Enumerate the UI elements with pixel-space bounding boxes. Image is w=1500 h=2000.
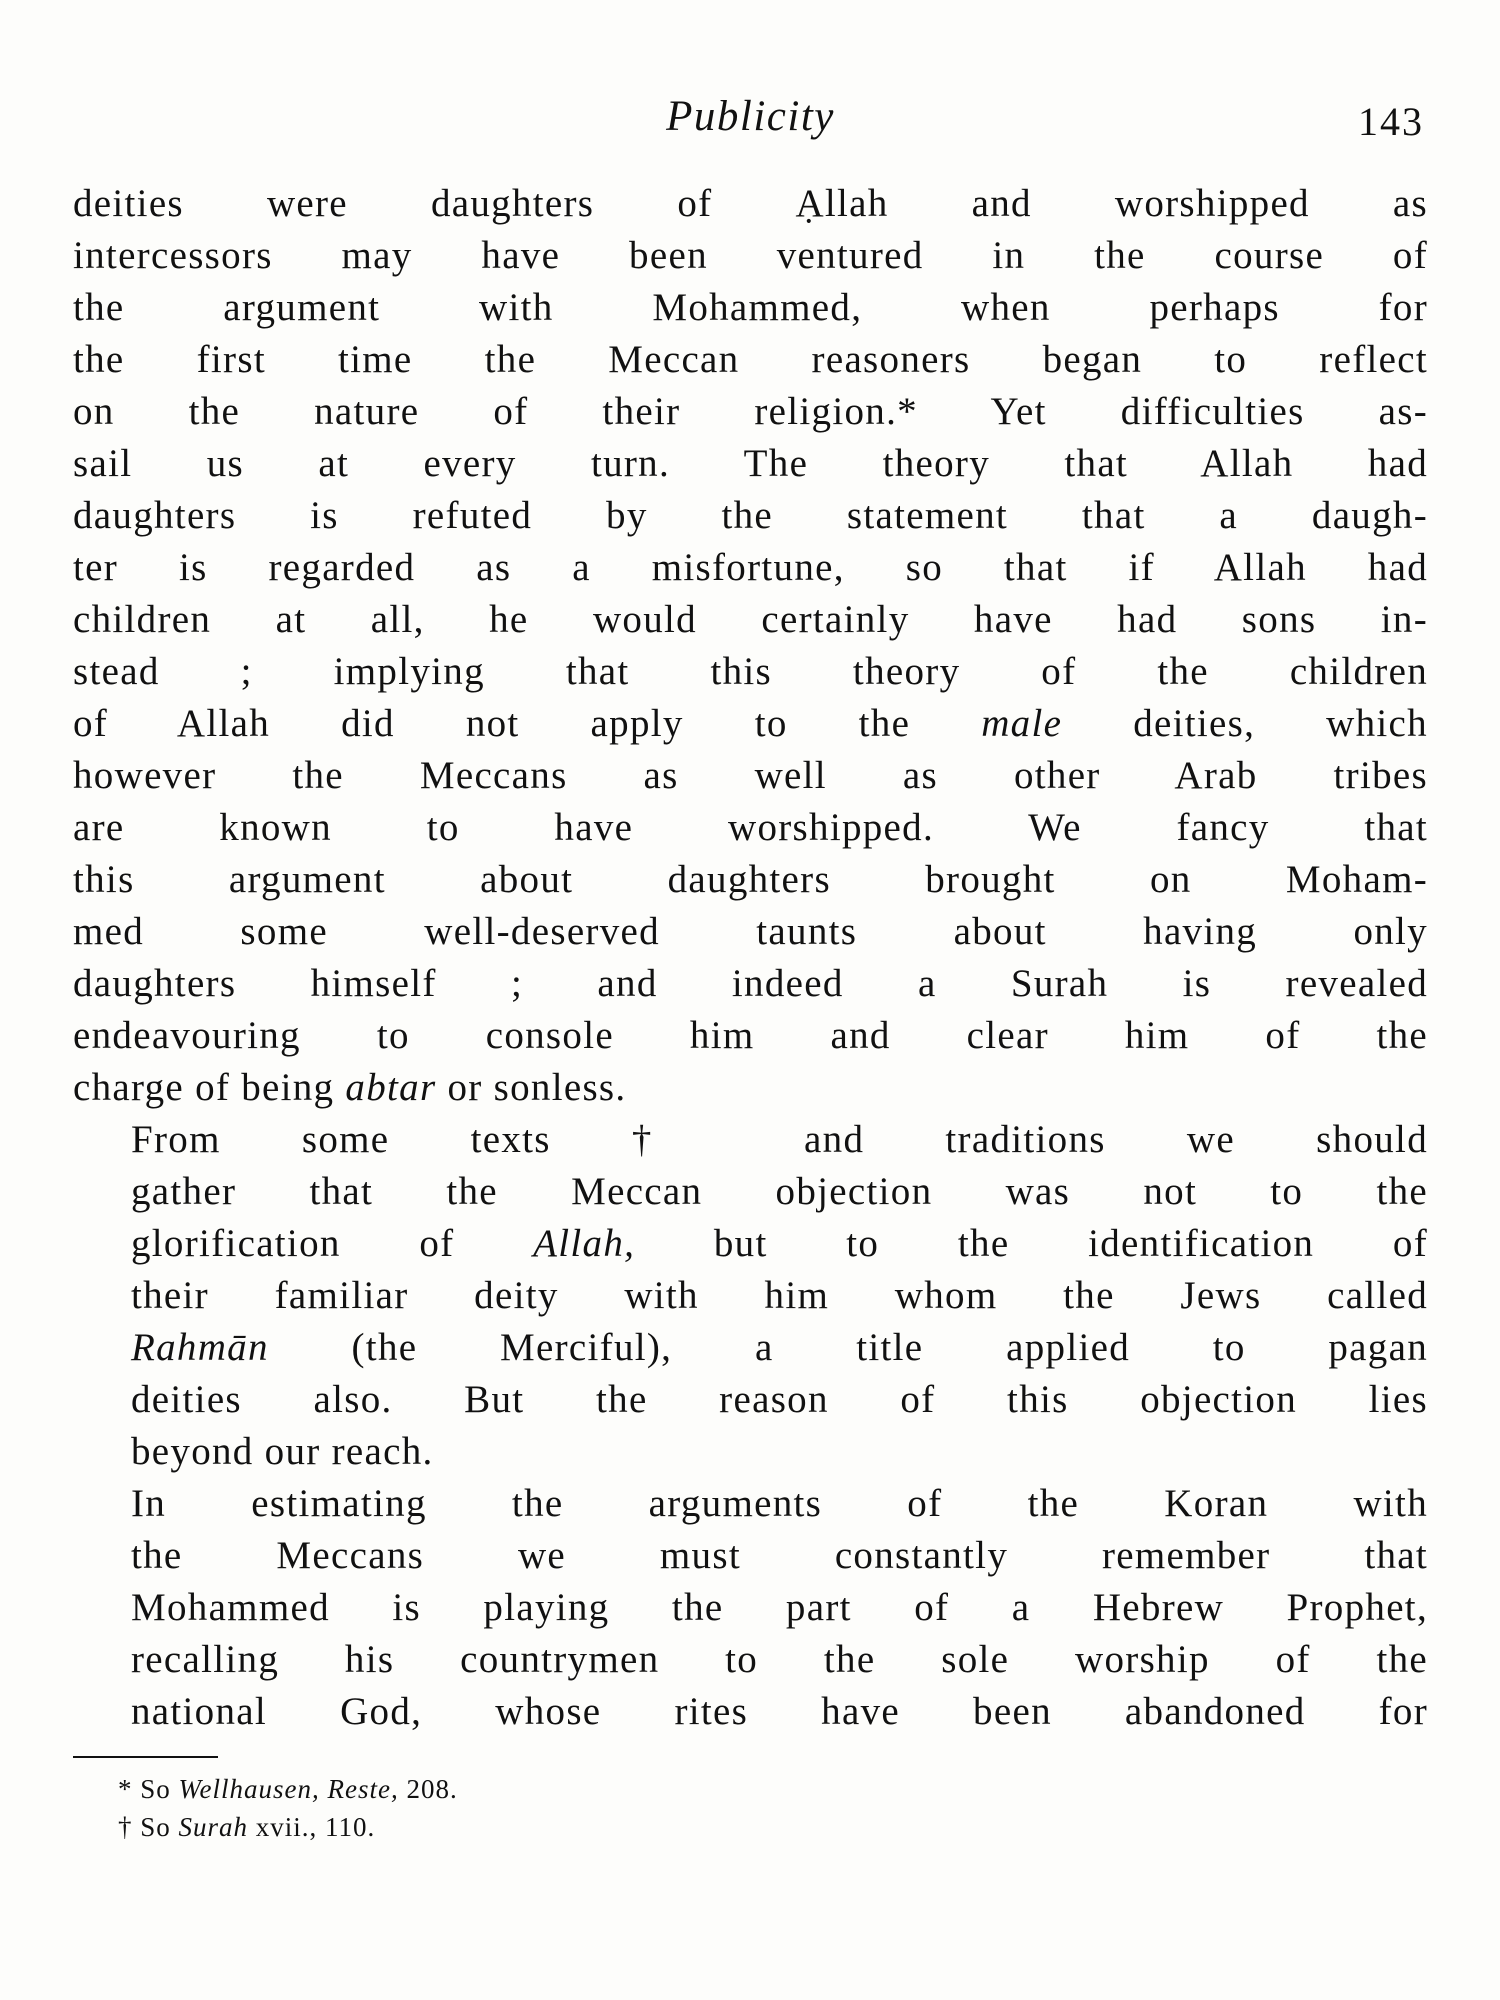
text-line: on the nature of their religion.* Yet difficulties as- [73,390,1428,433]
text-fragment: of Allah did not apply to the [73,702,911,745]
text-line [73,1062,1428,1114]
text-fragment: or sonless. [447,1066,627,1109]
footnote-mark: * So [118,1774,171,1804]
text-line [73,698,1428,750]
text-line: endeavouring to console him and clear him of the [73,1014,1428,1057]
footnote-1 [118,1770,1428,1808]
footnote-work: Reste, [327,1774,399,1804]
text-line: gather that the Meccan objection was not to the [131,1170,1428,1213]
footnote-mark: † So [118,1812,171,1842]
text-line: daughters himself ; and indeed a Surah is revealed [73,962,1428,1005]
text-fragment: (the Merciful), a title applied to pagan [351,1326,1428,1369]
text-line: are known to have worshipped. We fancy that [73,806,1428,849]
text-line: deities also. But the reason of this objection lies [131,1378,1428,1421]
footnotes [73,1770,1428,1846]
footnote-work: Surah [178,1812,249,1842]
paragraph-1 [73,178,1428,1114]
italic-word: abtar [345,1066,437,1109]
text-line: med some well-deserved taunts about having only [73,910,1428,953]
book-page [73,92,1428,1932]
text-line: intercessors may have been ventured in the course of [73,234,1428,277]
text-line: Mohammed is playing the part of a Hebrew Prophet, [131,1586,1428,1629]
text-line: sail us at every turn. The theory that Allah had [73,442,1428,485]
text-line: recalling his countrymen to the sole worship of the [131,1638,1428,1681]
text-line: ter is regarded as a misfortune, so that if Allah had [73,546,1428,589]
page-number: 143 [1358,99,1424,144]
text-line [73,1322,1428,1374]
text-line: In estimating the arguments of the Koran with [131,1482,1428,1525]
text-line [73,1218,1428,1270]
italic-word: Allah, [533,1222,636,1265]
text-fragment: glorification of [131,1222,455,1265]
footnote-author: Wellhausen, [178,1774,320,1804]
footnote-2 [118,1808,1428,1846]
footnote-ref: xvii., 110. [255,1812,376,1842]
text-fragment: charge of being [73,1066,335,1109]
text-line: the Meccans we must constantly remember that [131,1534,1428,1577]
running-title: Publicity [666,93,835,140]
text-line: children at all, he would certainly have had sons in- [73,598,1428,641]
paragraph-2 [73,1114,1428,1478]
italic-word: Rahmān [131,1326,269,1369]
text-line: beyond our reach. [131,1430,434,1473]
text-line: the first time the Meccan reasoners began to reflect [73,338,1428,381]
body-text [73,178,1428,1738]
paragraph-3 [73,1478,1428,1738]
text-line: the argument with Mohammed, when perhaps for [73,286,1428,329]
footnote-rule [73,1756,218,1758]
text-fragment: but to the identification of [713,1222,1428,1265]
text-line: daughters is refuted by the statement that a daugh- [73,494,1428,537]
italic-word: male [981,702,1063,745]
text-line: deities were daughters of Ạllah and worshipped as [73,182,1428,225]
footnote-page: 208. [406,1774,458,1804]
text-line: this argument about daughters brought on Moham- [73,858,1428,901]
running-head [73,92,1428,162]
text-line: however the Meccans as well as other Arab tribes [73,754,1428,797]
text-line: their familiar deity with him whom the Jews called [131,1274,1428,1317]
text-line: national God, whose rites have been abandoned for [131,1690,1428,1733]
text-fragment: deities, which [1133,702,1428,745]
text-line: stead ; implying that this theory of the children [73,650,1428,693]
text-line: From some texts † and traditions we should [131,1118,1428,1161]
